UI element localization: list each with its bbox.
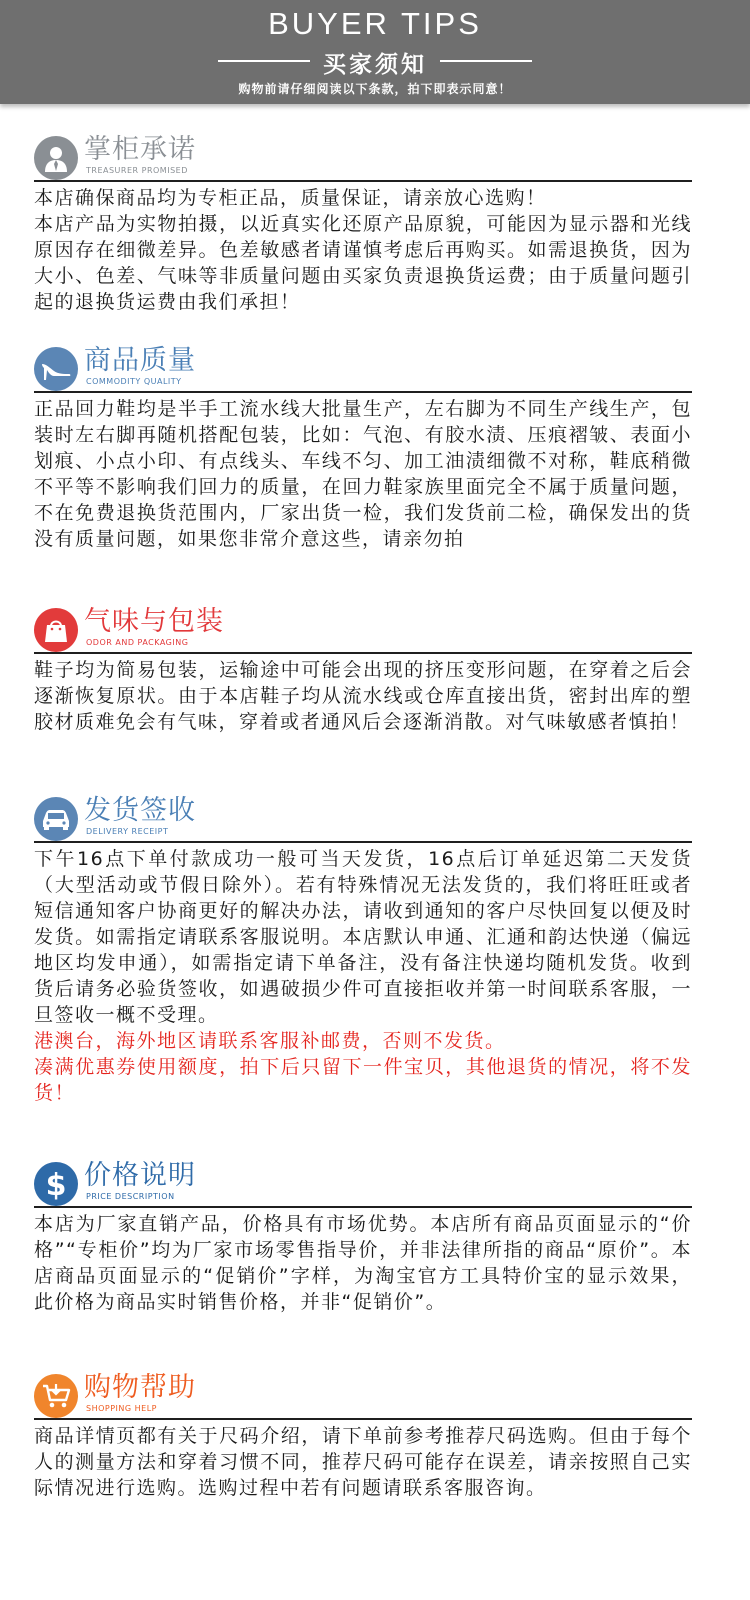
paragraph: 正品回力鞋均是半手工流水线大批量生产，左右脚为不同生产线生产，包装时左右脚再随机搭配包装，比如：气泡、有胶水渍、压痕褶皱、表面小划痕、小点小印、有点线头、车线不匀、加工油渍细微不对称，鞋底稍微不平等不影响我们回力的质量，在回力鞋家族里面完全不属于质量问题，不在免费退换货范围内，厂家出货一检，我们发货前二检，确保发出的货没有质量问题，如果您非常介意这些，请亲勿拍 <box>34 398 692 550</box>
section-title: 发货签收 <box>84 795 196 826</box>
section-body <box>34 393 692 552</box>
warning-paragraph: 凑满优惠券使用额度，拍下后只留下一件宝贝，其他退货的情况，将不发货！ <box>34 1056 692 1104</box>
paragraph: 下午16点下单付款成功一般可当天发货，16点后订单延迟第二天发货（大型活动或节假日除外）。若有特殊情况无法发货的，我们将旺旺或者短信通知客户协商更好的解决办法，请收到通知的客户尽快回复以便及时发货。如需指定请联系客服说明。本店默认申通、汇通和韵达快递（偏远地区均发申通），如需指定请下单备注，没有备注快递均随机发货。收到货后请务必验货签收，如遇破损少件可直接拒收并第一时间联系客服，一旦签收一概不受理。 <box>34 848 692 1026</box>
section-title: 气味与包装 <box>84 606 224 637</box>
paragraph: 鞋子均为简易包装，运输途中可能会出现的挤压变形问题，在穿着之后会逐渐恢复原状。由于本店鞋子均从流水线或仓库直接出货，密封出库的塑胶材质难免会有气味，穿着或者通风后会逐渐消散。对气味敏感者慎拍！ <box>34 659 692 733</box>
section-header <box>34 132 692 182</box>
section-body <box>34 843 692 1106</box>
section-shopping-help <box>34 1370 692 1501</box>
section-rule <box>34 391 692 393</box>
shopping-bag-icon <box>34 608 78 652</box>
section-title: 商品质量 <box>84 345 196 376</box>
high-heel-icon <box>34 347 78 391</box>
section-rule <box>34 841 692 843</box>
section-commodity-quality <box>34 343 692 552</box>
section-treasurer-promised <box>34 132 692 315</box>
car-icon <box>34 797 78 841</box>
header-banner <box>0 0 750 104</box>
section-subtitle-en: ODOR AND PACKAGING <box>86 638 189 647</box>
section-header <box>34 343 692 393</box>
section-rule <box>34 180 692 182</box>
section-price-description <box>34 1158 692 1315</box>
section-odor-packaging <box>34 604 692 735</box>
section-body <box>34 1420 692 1501</box>
section-title: 购物帮助 <box>84 1372 196 1403</box>
section-subtitle-en: PRICE DESCRIPTION <box>86 1192 175 1201</box>
banner-title: BUYER TIPS <box>268 6 482 41</box>
section-body <box>34 1208 692 1315</box>
section-subtitle-en: COMMODITY QUALITY <box>86 377 182 386</box>
svg-text:$: $ <box>45 1168 67 1200</box>
section-title: 价格说明 <box>84 1160 196 1191</box>
treasurer-icon <box>34 136 78 180</box>
section-rule <box>34 1206 692 1208</box>
banner-subtitle: 买家须知 <box>323 52 427 78</box>
section-delivery-receipt <box>34 793 692 1106</box>
banner-divider-right <box>440 60 532 62</box>
section-subtitle-en: DELIVERY RECEIPT <box>86 827 169 836</box>
paragraph: 本店为厂家直销产品，价格具有市场优势。本店所有商品页面显示的“价格”“专柜价”均为厂家市场零售指导价，并非法律所指的商品“原价”。本店商品页面显示的“促销价”字样，为淘宝官方工具特价宝的显示效果，此价格为商品实时销售价格，并非“促销价”。 <box>34 1213 692 1313</box>
section-body <box>34 182 692 315</box>
paragraph: 商品详情页都有关于尺码介绍，请下单前参考推荐尺码选购。但由于每个人的测量方法和穿着习惯不同，推荐尺码可能存在误差，请亲按照自己实际情况进行选购。选购过程中若有问题请联系客服咨询。 <box>34 1425 692 1499</box>
paragraph: 本店确保商品均为专柜正品，质量保证，请亲放心选购！ <box>34 187 547 209</box>
section-header <box>34 1158 692 1208</box>
section-rule <box>34 1418 692 1420</box>
dollar-icon <box>34 1162 78 1206</box>
section-header <box>34 793 692 843</box>
section-rule <box>34 652 692 654</box>
section-body <box>34 654 692 735</box>
banner-subtitle-row <box>0 46 750 76</box>
section-subtitle-en: TREASURER PROMISED <box>86 166 188 175</box>
banner-note: 购物前请仔细阅读以下条款，拍下即表示同意！ <box>238 82 512 96</box>
section-subtitle-en: SHOPPING HELP <box>86 1404 157 1413</box>
section-title: 掌柜承诺 <box>84 134 196 165</box>
paragraph: 本店产品为实物拍摄，以近真实化还原产品原貌，可能因为显示器和光线原因存在细微差异。色差敏感者请谨慎考虑后再购买。如需退换货，因为大小、色差、气味等非质量问题由买家负责退换货运费；由于质量问题引起的退换货运费由我们承担！ <box>34 213 692 313</box>
warning-paragraph: 港澳台，海外地区请联系客服补邮费，否则不发货。 <box>34 1030 506 1052</box>
shopping-cart-icon <box>34 1374 78 1418</box>
section-header <box>34 1370 692 1420</box>
section-header <box>34 604 692 654</box>
